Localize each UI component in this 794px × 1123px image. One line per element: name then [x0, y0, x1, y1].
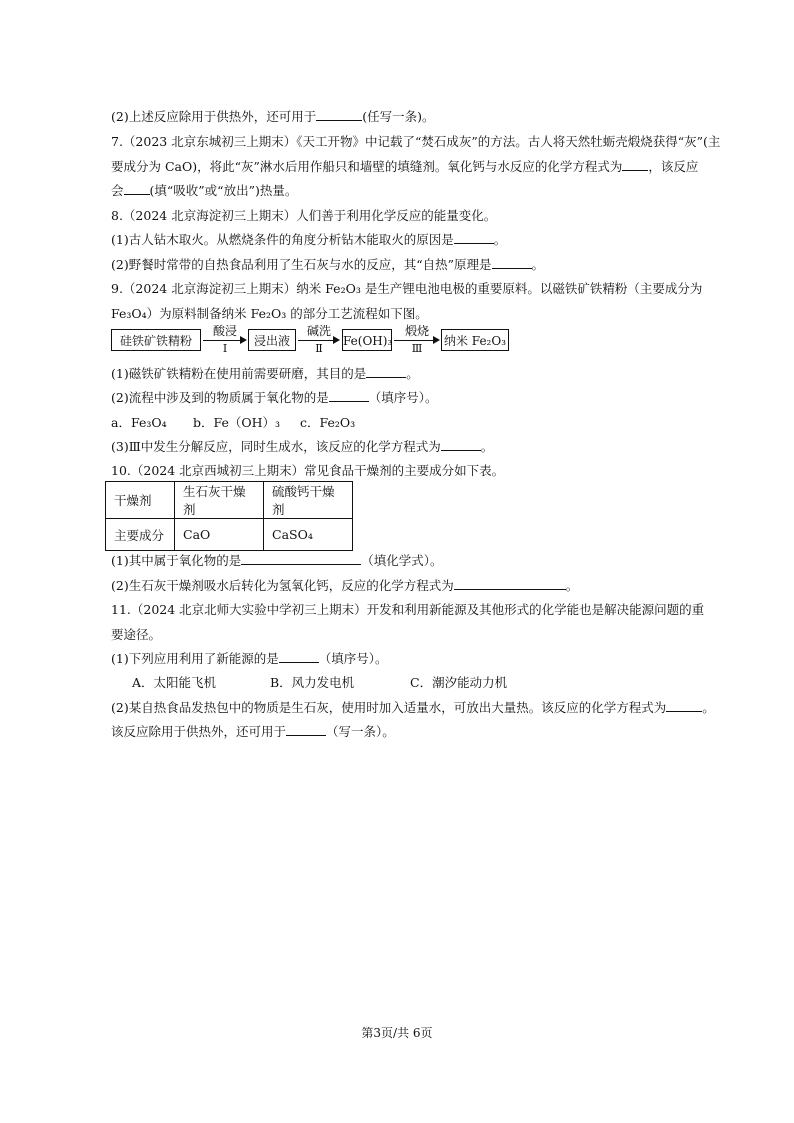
text: （填序号）。 — [318, 651, 388, 666]
q9-option-c: c．Fe₂O₃ — [300, 415, 356, 430]
answer-blank — [316, 108, 362, 121]
q8-stem: 8.（2024 北京海淀初三上期末）人们善于利用化学反应的能量变化。 — [111, 208, 497, 223]
text: （填化学式）。 — [361, 553, 443, 568]
q9-option-b: b．Fe（OH）₃ — [193, 415, 281, 430]
q8-sub2 — [111, 255, 544, 273]
step-number: Ⅱ — [315, 342, 323, 355]
text: (3)Ⅲ中发生分解反应，同时生成水，该反应的化学方程式为 — [111, 439, 441, 454]
q9-line2: Fe₃O₄）为原料制备纳米 Fe₂O₃ 的部分工艺流程如下图。 — [111, 306, 428, 321]
q11-line2: 要途径。 — [111, 627, 162, 642]
q7-line1: 7.（2023 北京东城初三上期末）《天工开物》中记载了“焚石成灰”的方法。古人将天然牡蛎壳煅烧获得“灰”(主 — [111, 134, 721, 149]
q10-sub1 — [111, 551, 442, 569]
text: 。 — [480, 439, 494, 454]
text: ，该反应 — [648, 159, 699, 174]
flow-arrow-3 — [394, 322, 440, 362]
text: 该反应除用于供热外，还可用于 — [111, 724, 287, 739]
q7-line3 — [111, 181, 297, 199]
q11-sub2 — [111, 698, 715, 716]
text: (2)上述反应除用于供热外，还可用于 — [111, 109, 317, 124]
desiccant-table — [105, 481, 353, 551]
text: 会 — [111, 183, 124, 198]
answer-blank — [329, 389, 369, 402]
answer-blank — [124, 182, 150, 195]
q8-sub1 — [111, 230, 506, 248]
text: (1)古人钻木取火。从燃烧条件的角度分析钻木能取火的原因是 — [111, 232, 454, 247]
text: 。 — [702, 700, 715, 715]
arrow-shaft — [298, 340, 334, 341]
text: (1)磁铁矿铁精粉在使用前需要研磨，其目的是 — [111, 366, 367, 381]
flow-arrow-1 — [203, 322, 247, 362]
q10-sub2 — [111, 576, 578, 594]
answer-blank — [454, 577, 566, 590]
flow-arrow-2 — [298, 322, 340, 362]
table-row — [106, 519, 353, 551]
text: 。 — [531, 257, 545, 272]
text: 。 — [406, 366, 419, 381]
q11-option-a: A．太阳能飞机 — [132, 675, 217, 690]
answer-blank — [366, 365, 406, 378]
q9-line1: 9.（2024 北京海淀初三上期末）纳米 Fe₂O₃ 是生产锂电池电极的重要原料。以磁铁矿铁精粉（主要成分为 — [111, 281, 703, 296]
q7-line2 — [111, 157, 698, 175]
table-cell: 主要成分 — [106, 519, 175, 551]
q11-option-c: C．潮汐能动力机 — [410, 675, 508, 690]
flow-box-1: 硅铁矿铁精粉 — [111, 329, 201, 351]
arrow-label: 酸浸 — [212, 324, 237, 338]
text: (2)生石灰干燥剂吸水后转化为氢氧化钙，反应的化学方程式为 — [111, 578, 454, 593]
step-number: Ⅲ — [411, 342, 423, 355]
table-cell: CaO — [175, 519, 264, 551]
q9-sub3 — [111, 437, 493, 455]
table-header-row — [106, 482, 353, 519]
process-flow-diagram — [111, 322, 511, 362]
table-cell: 生石灰干燥剂 — [175, 482, 264, 519]
text: (1)其中属于氧化物的是 — [111, 553, 242, 568]
q11-line1: 11.（2024 北京北师大实验中学初三上期末）开发和利用新能源及其他形式的化学能也是解决能源问题的重 — [111, 602, 705, 617]
answer-blank — [454, 231, 494, 244]
text: (任写一条)。 — [362, 109, 435, 124]
table-cell: CaSO₄ — [264, 519, 353, 551]
text: 要成分为 CaO)，将此“灰”淋水后用作船只和墙壁的填缝剂。氧化钙与水反应的化学方程式为 — [111, 159, 623, 174]
answer-blank — [622, 158, 648, 171]
q10-stem: 10.（2024 北京西城初三上期末）常见食品干燥剂的主要成分如下表。 — [111, 463, 505, 478]
answer-blank — [441, 438, 481, 451]
arrow-label: 碱洗 — [306, 324, 331, 338]
text: (填“吸收”或“放出”)热量。 — [149, 183, 298, 198]
arrow-shaft — [394, 340, 434, 341]
q11-option-b: B．风力发电机 — [270, 675, 355, 690]
text: (1)下列应用利用了新能源的是 — [111, 651, 279, 666]
q9-sub1 — [111, 364, 419, 382]
arrow-shaft — [203, 340, 241, 341]
step-number: Ⅰ — [222, 342, 228, 355]
answer-blank — [286, 723, 326, 736]
answer-blank — [492, 256, 532, 269]
table-cell: 硫酸钙干燥剂 — [264, 482, 353, 519]
text: （填序号）。 — [368, 390, 438, 405]
text: (2)野餐时常带的自热食品利用了生石灰与水的反应，其“自热”原理是 — [111, 257, 492, 272]
text: 。 — [565, 578, 579, 593]
text: 。 — [493, 232, 507, 247]
q6-sub2 — [111, 107, 434, 125]
arrow-label: 煅烧 — [404, 324, 429, 338]
page-number-footer: 第3页/共 6页 — [361, 1026, 433, 1040]
q9-sub2 — [111, 388, 437, 406]
answer-blank — [666, 699, 702, 712]
q11-sub1 — [111, 649, 387, 667]
q9-option-a: a．Fe₃O₄ — [111, 415, 167, 430]
text: (2)流程中涉及到的物质属于氧化物的是 — [111, 390, 329, 405]
text: （写一条）。 — [326, 724, 395, 739]
answer-blank — [279, 650, 319, 663]
flow-box-3: Fe(OH)₃ — [342, 329, 392, 351]
q11-sub3 — [111, 722, 395, 740]
text: (2)某自热食品发热包中的物质是生石灰，使用时加入适量水，可放出大量热。该反应的化学方程式为 — [111, 700, 667, 715]
answer-blank — [241, 552, 361, 565]
flow-box-4: 纳米 Fe₂O₃ — [441, 329, 509, 351]
table-cell: 干燥剂 — [106, 482, 175, 519]
flow-box-2: 浸出液 — [248, 329, 296, 351]
